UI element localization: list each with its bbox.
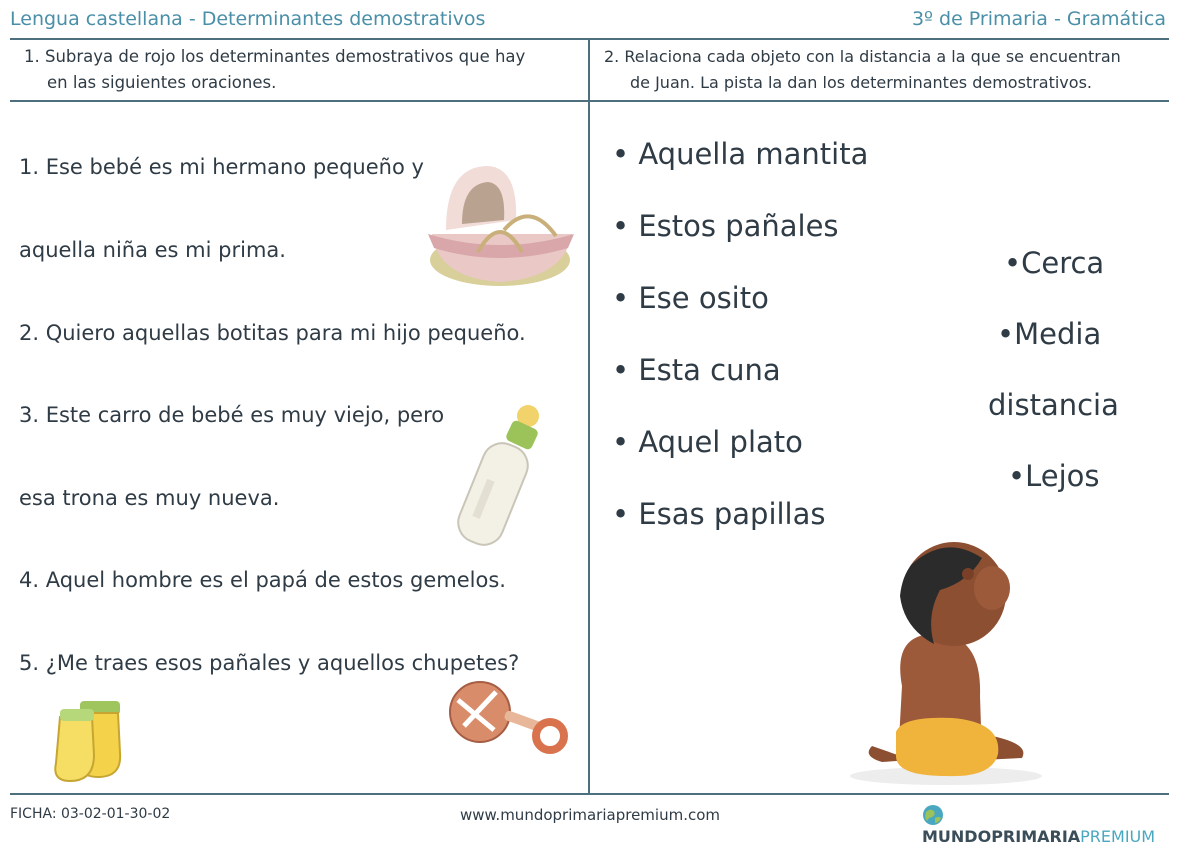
sentence: esa trona es muy nueva. [19,486,280,510]
grade-subject: 3º de Primaria - Gramática [911,8,1166,30]
object-phrase: • Esas papillas [612,497,826,531]
distance-media: •Media [997,317,1102,351]
globe-icon [922,804,944,826]
distance-lejos: •Lejos [1008,459,1100,493]
exercise-1-instruction [24,44,584,96]
distance-label: Cerca [1021,246,1105,280]
baby-illustration [842,536,1042,788]
instruction-line: de Juan. La pista la dan los determinantes demostrativos. [630,73,1092,92]
exercise-2-instruction [604,44,1174,96]
baby-socks-illustration [48,695,133,785]
sentence: aquella niña es mi prima. [19,238,286,262]
bottom-rule [10,793,1169,795]
sentence: 4. Aquel hombre es el papá de estos gemelos. [19,568,506,592]
sentence: 1. Ese bebé es mi hermano pequeño y [19,155,424,179]
object-phrase: • Ese osito [612,281,769,315]
distance-label: Lejos [1025,459,1100,493]
worksheet-code: FICHA: 03-02-01-30-02 [10,806,171,822]
object-phrase: • Estos pañales [612,209,839,243]
distance-cerca: •Cerca [1004,246,1105,280]
instruction-line: 2. Relaciona cada objeto con la distancia a la que se encuentran [604,47,1121,66]
sentence: 2. Quiero aquellas botitas para mi hijo pequeño. [19,321,526,345]
object-phrase-text: Estos pañales [638,209,839,243]
object-phrase-text: Esta cuna [638,353,781,387]
page-title: Lengua castellana - Determinantes demostrativos [10,8,486,30]
object-phrase-text: Aquel plato [638,425,803,459]
rattle-illustration [444,678,572,758]
sentence: 3. Este carro de bebé es muy viejo, pero [19,403,445,427]
brand-logo [922,804,1172,846]
object-phrase: • Aquella mantita [612,137,869,171]
distance-label: Media [1014,317,1102,351]
object-phrase-text: Ese osito [638,281,769,315]
object-phrase-text: Aquella mantita [638,137,869,171]
sentence: 5. ¿Me traes esos pañales y aquellos chupetes? [19,651,520,675]
instruction-line: 1. Subraya de rojo los determinantes demostrativos que hay [24,47,526,66]
object-phrase-text: Esas papillas [638,497,826,531]
website-url: www.mundoprimariapremium.com [460,806,720,824]
instruction-line: en las siguientes oraciones. [47,73,277,92]
baby-basket-illustration [418,160,578,290]
column-divider [588,38,590,794]
brand-suffix: PREMIUM [1080,827,1156,846]
object-phrase: • Aquel plato [612,425,803,459]
brand-name: MUNDOPRIMARIA [922,827,1081,846]
object-phrase: • Esta cuna [612,353,781,387]
baby-bottle-illustration [452,402,547,547]
distance-distancia: distancia [988,388,1119,422]
